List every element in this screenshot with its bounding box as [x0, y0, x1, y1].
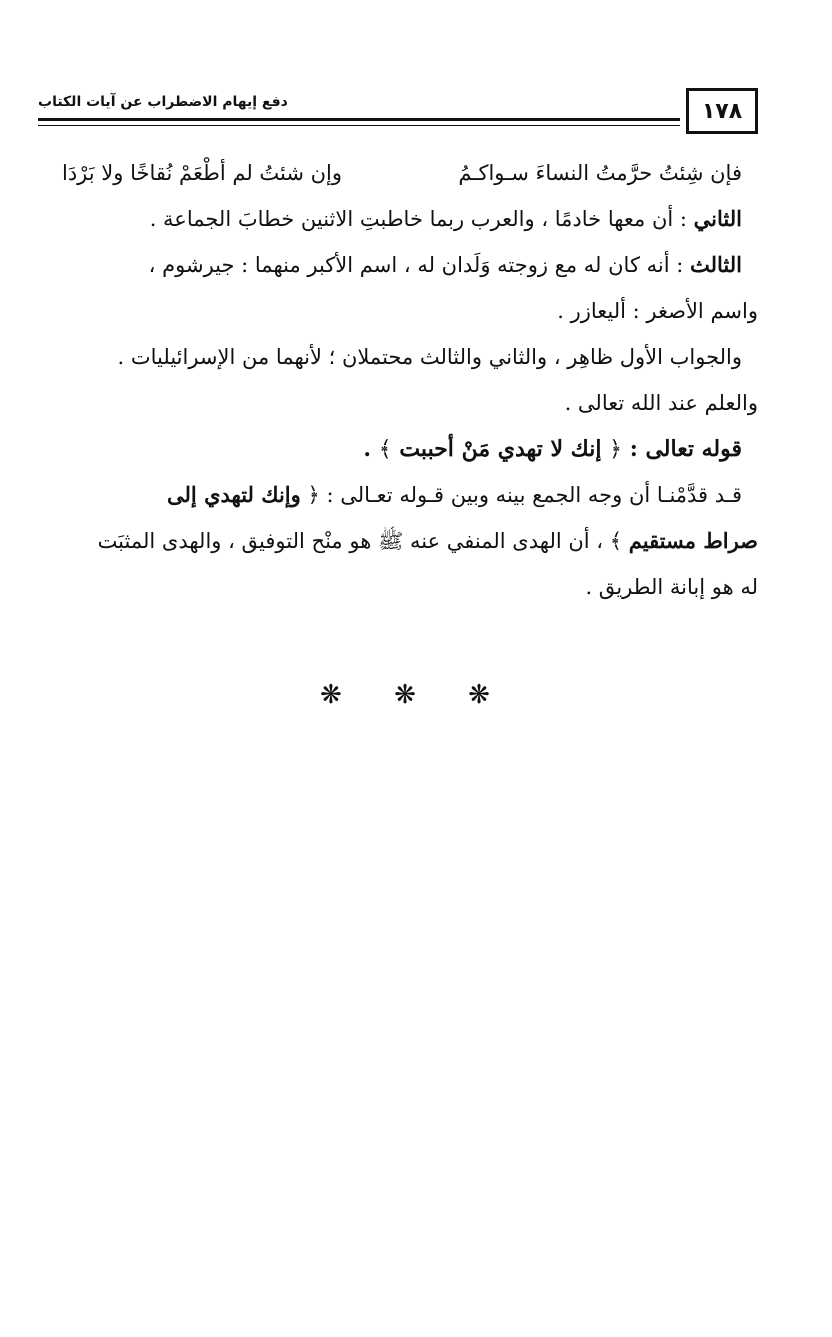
label-second: الثاني — [693, 206, 742, 231]
ornate-bracket-close: ﴾ — [378, 437, 392, 462]
explanation-verse-part1: وإنك لتهدي إلى — [167, 482, 301, 507]
section-separator-stars: ❋ ❋ ❋ — [320, 680, 512, 710]
paragraph-explanation-line3 — [58, 564, 758, 610]
answer-text-line1: والجواب الأول ظاهِر ، والثاني والثالث محتملان ؛ لأنهما من الإسرائيليات . — [117, 345, 742, 369]
paragraph-third-line2 — [58, 288, 758, 334]
ornate-bracket-close: ﴾ — [609, 529, 623, 553]
page-number: ١٧٨ — [686, 88, 758, 134]
paragraph-explanation-line1 — [58, 472, 758, 518]
ornate-bracket-open: ﴿ — [307, 483, 320, 507]
running-title-text: دفع إيهام الاضطراب عن آيات الكتاب — [38, 94, 288, 110]
running-title — [38, 94, 680, 110]
second-text: : أن معها خادمًا ، والعرب ربما خاطبتِ الاثنين خطابَ الجماعة . — [149, 207, 687, 231]
explanation-verse-part2: صراط مستقيم — [628, 528, 758, 553]
verse-heading — [58, 426, 758, 472]
heading-verse: إنك لا تهدي مَنْ أحببت — [399, 436, 602, 462]
heading-end: . — [363, 436, 372, 462]
answer-text-line2: والعلم عند الله تعالى . — [564, 391, 758, 415]
explanation-text-line3: له هو إبانة الطريق . — [585, 575, 758, 599]
paragraph-second — [58, 196, 758, 242]
third-text-line1: : أنه كان له مع زوجته وَلَدان له ، اسم الأكبر منهما : جيرشوم ، — [148, 253, 684, 277]
header-rule-thick — [38, 118, 680, 121]
paragraph-third-line1 — [58, 242, 758, 288]
ornate-bracket-open: ﴿ — [609, 437, 623, 462]
verse-hemistich-right: فإن شِئتُ حرَّمتُ النساءَ سـواكـمُ — [458, 161, 742, 185]
paragraph-answer-line1 — [58, 334, 758, 380]
paragraph-answer-line2 — [58, 380, 758, 426]
header-rule-thin — [38, 125, 680, 126]
poem-verse — [58, 150, 758, 196]
explanation-text-line1: قـد قدَّمْنـا أن وجه الجمع بينه وبين قـوله تعـالى : — [326, 483, 742, 507]
verse-hemistich-left: وإن شئتُ لم أطْعَمْ نُقاخًا ولا بَرْدَا — [62, 161, 343, 185]
page-body — [58, 150, 758, 610]
explanation-text-line2: ، أن الهدى المنفي عنه ﷺ هو منْح التوفيق ، والهدى المثبَت — [97, 529, 604, 553]
page-header — [38, 88, 758, 136]
third-text-line2: واسم الأصغر : أليعازر . — [557, 299, 758, 323]
paragraph-explanation-line2 — [58, 518, 758, 564]
heading-prefix: قوله تعالى : — [629, 436, 742, 462]
label-third: الثالث — [690, 252, 742, 277]
